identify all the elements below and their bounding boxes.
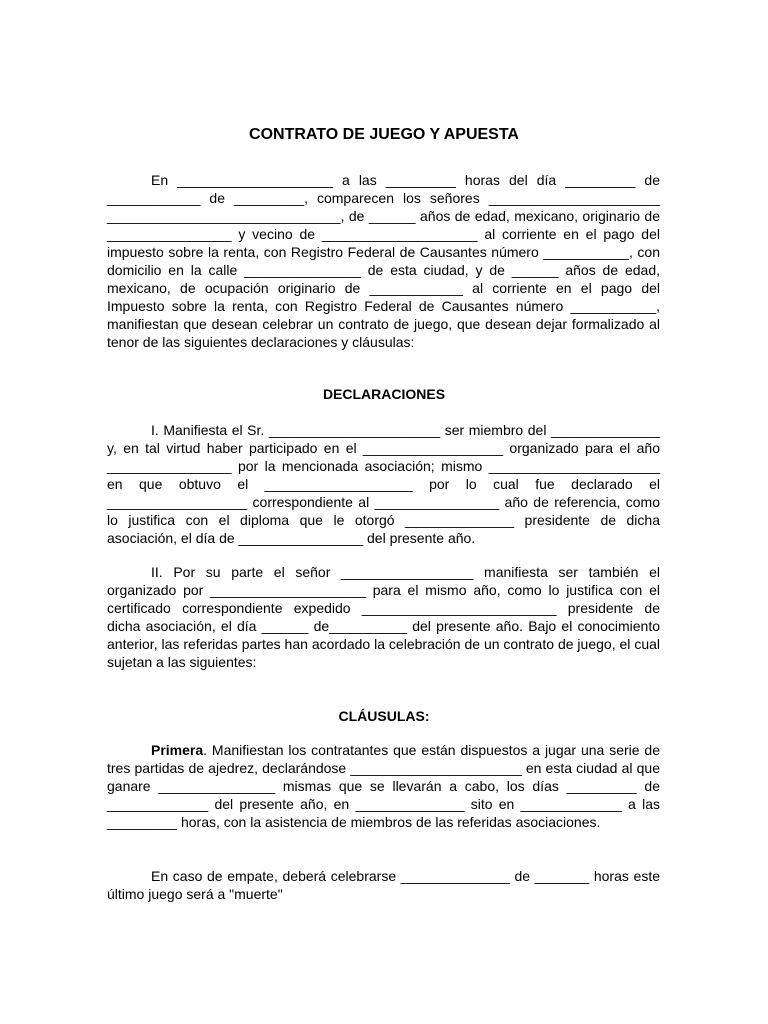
declaracion-2-paragraph <box>107 563 660 671</box>
empate-paragraph <box>107 867 660 903</box>
declaracion-1-text: I. Manifiesta el Sr. ______________________ ser miembro del ______________ y, en tal virtud haber participado en el __________________ organizado para el año ________________ por la mencionada asociación; mismo ______________________ en que obtuvo el ___________________ por lo cual fue declarado el __________________ correspondiente al ________________ año de referencia, como lo justifica con el diploma que le otorgó ______________ presidente de dicha asociación, el día de ________________ del presente año. <box>107 422 660 546</box>
clausulas-heading: CLÁUSULAS: <box>338 708 430 724</box>
clausula-primera-label: Primera <box>151 742 204 758</box>
declaracion-2-text: II. Por su parte el señor _________________ manifiesta ser también el organizado por ____________________ para el mismo año, como lo justifica con el certificado correspondiente expedido _________________________ presidente de dicha asociación, el día ______ de__________ del presente año. Bajo el conocimiento anterior, las referidas partes han acordado la celebración de un contrato de juego, el cual sujetan a las siguientes: <box>107 564 660 670</box>
clausula-primera-text: . Manifiestan los contratantes que están dispuestos a jugar una serie de tres partidas de ajedrez, declarándose ______________________ en esta ciudad al que ganare _______________ mismas que se llevarán a cabo, los días _________ de _____________ del presente año, en ______________ sito en _____________ a las _________ horas, con la asistencia de miembros de las referidas asociaciones. <box>107 742 660 830</box>
intro-text: En ____________________ a las _________ horas del día _________ de ____________ de _________, comparecen los señores ______________________ ______________________________, de ______ años de edad, mexicano, originario de ________________ y vecino de ____________________ al corriente en el pago del impuesto sobre la renta, con Registro Federal de Causantes número ___________, con domicilio en la calle _______________ de esta ciudad, y de ______ años de edad, mexicano, de ocupación originario de ____________ al corriente en el pago del Impuesto sobre la renta, con Registro Federal de Causantes número ___________, manifiestan que desean celebrar un contrato de juego, que desean dejar formalizado al tenor de las siguientes declaraciones y cláusulas: <box>107 172 660 350</box>
declaraciones-heading: DECLARACIONES <box>322 386 446 402</box>
document-title: CONTRATO DE JUEGO Y APUESTA <box>249 126 519 143</box>
declaracion-1-paragraph <box>107 421 660 547</box>
intro-paragraph <box>107 171 660 351</box>
empate-text: En caso de empate, deberá celebrarse ______________ de _______ horas este último juego será a "muerte" <box>107 868 660 902</box>
clausula-primera-paragraph <box>107 741 660 831</box>
